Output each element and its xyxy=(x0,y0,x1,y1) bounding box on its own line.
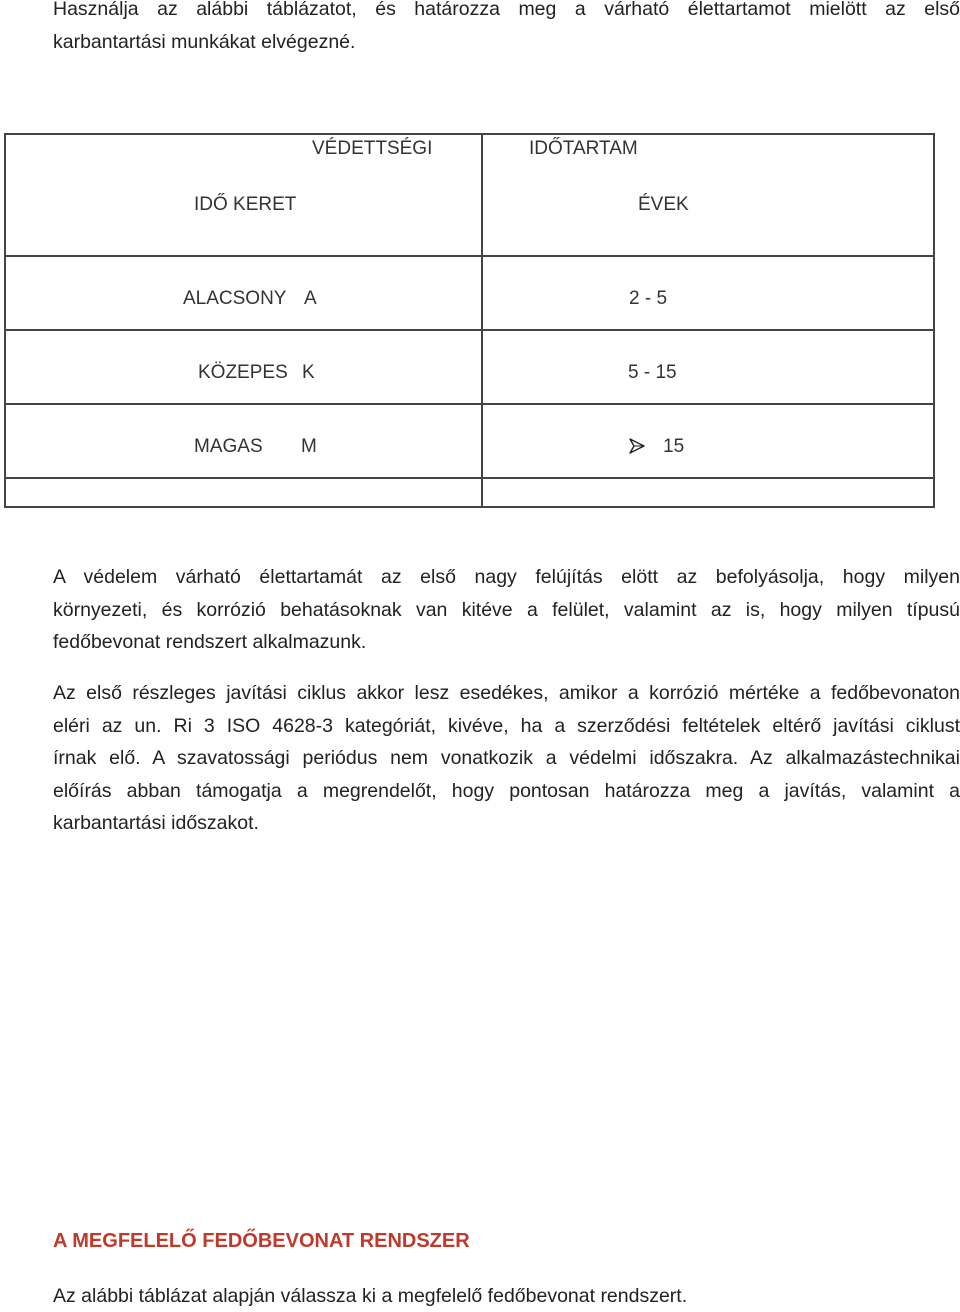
paragraph-line: írnak elő. A szavatossági periódus nem vonatkozik a védelmi időszakra. Az alkalmazástechnikai xyxy=(53,747,960,769)
level-code: M xyxy=(301,436,317,457)
paragraph-line: eléri az un. Ri 3 ISO 4628-3 kategóriát, kivéve, ha a szerződési feltételek eltérő javítási ciklust xyxy=(53,714,960,737)
protection-duration-table xyxy=(4,133,935,508)
closing-sentence: Az alábbi táblázat alapján válassza ki a megfelelő fedőbevonat rendszert. xyxy=(53,1285,688,1307)
header-cell-duration xyxy=(482,134,934,256)
table-row xyxy=(5,330,934,404)
intro-line: Használja az alábbi táblázatot, és határozza meg a várható élettartamot mielött az első xyxy=(53,0,960,20)
paragraph-line: karbantartási időszakot. xyxy=(53,812,259,834)
header-timeframe-label: IDŐ KERET xyxy=(194,194,297,215)
header-protection-label: VÉDETTSÉGI xyxy=(312,138,433,159)
duration-value: 15 xyxy=(663,436,685,457)
duration-value: 5 - 15 xyxy=(628,362,677,383)
level-label: ALACSONY xyxy=(183,288,287,309)
level-label: KÖZEPES xyxy=(198,362,288,383)
table-row-empty xyxy=(5,478,934,507)
arrow-bullet-icon xyxy=(629,438,645,454)
paragraph-line: A védelem várható élettartamát az első nagy felújítás elött az befolyásolja, hogy milyen xyxy=(53,566,960,588)
paragraph-line: előírás abban támogatja a megrendelőt, hogy pontosan határozza meg a javítás, valamint a xyxy=(53,779,960,802)
duration-value: 2 - 5 xyxy=(629,288,668,309)
intro-line: karbantartási munkákat elvégezné. xyxy=(53,30,356,53)
table-row xyxy=(5,256,934,330)
level-code: K xyxy=(302,362,315,383)
paragraph-line: fedőbevonat rendszert alkalmazunk. xyxy=(53,631,367,653)
table-header-row xyxy=(5,134,934,256)
lifetime-paragraph xyxy=(53,561,960,659)
table-row xyxy=(5,404,934,478)
header-years-label: ÉVEK xyxy=(638,194,689,215)
repair-cycle-paragraph xyxy=(53,677,960,840)
paragraph-line: környezeti, és korrózió behatásoknak van kitéve a felület, valamint az is, hogy milyen típusú xyxy=(53,598,960,621)
paragraph-line: Az első részleges javítási ciklus akkor lesz esedékes, amikor a korrózió mértéke a fedőbevonaton xyxy=(53,682,960,704)
header-duration-label: IDŐTARTAM xyxy=(529,138,638,159)
level-label: MAGAS xyxy=(194,436,263,457)
intro-paragraph xyxy=(53,0,960,58)
header-cell-protection xyxy=(5,134,482,256)
level-code: A xyxy=(304,288,317,309)
section-heading: A MEGFELELŐ FEDŐBEVONAT RENDSZER xyxy=(53,1230,470,1252)
